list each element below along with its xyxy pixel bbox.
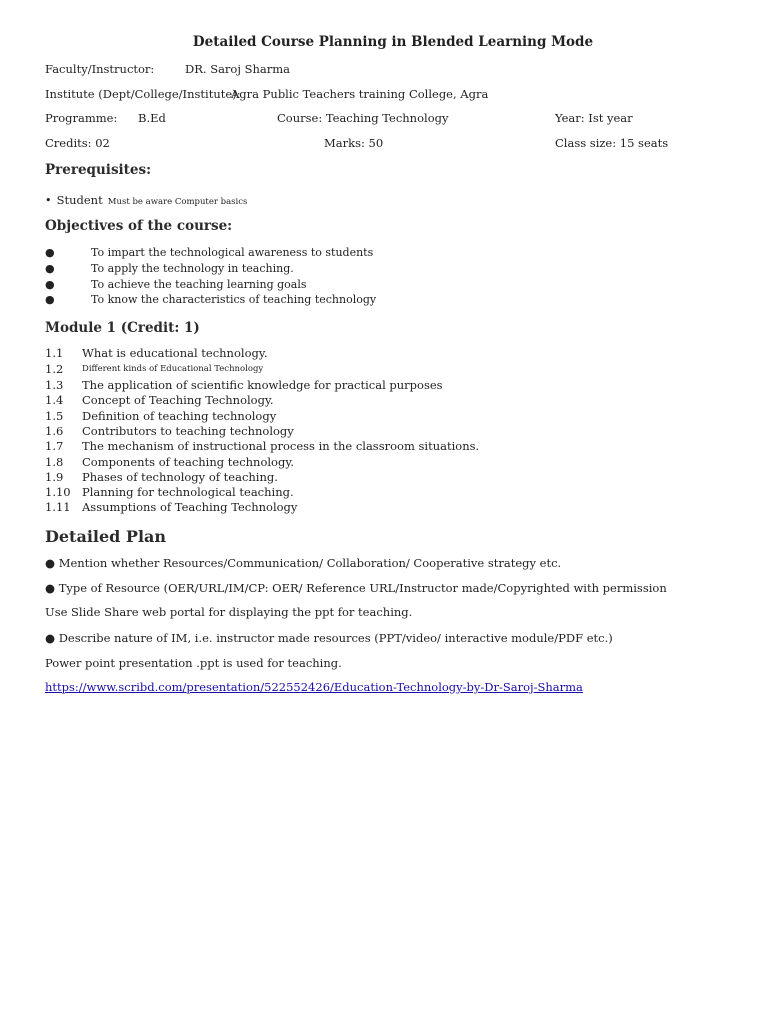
module-item-text: Assumptions of Teaching Technology [82, 500, 298, 514]
institute-value: Agra Public Teachers training College, Agra [231, 87, 489, 101]
module-item-number: 1.6 [45, 424, 64, 438]
module-item-number: 1.5 [45, 409, 64, 423]
plan-line-ppt: Power point presentation .ppt is used for teaching. [45, 656, 342, 670]
bullet-icon: • [45, 194, 52, 207]
plan-line-strategy: ● Mention whether Resources/Communication/ Collaboration/ Cooperative strategy etc. [45, 556, 562, 570]
module-item-text: Phases of technology of teaching. [82, 470, 278, 484]
bullet-icon: ● [45, 262, 55, 275]
module-item-number: 1.4 [45, 393, 64, 407]
prerequisite-lead: Student [56, 193, 103, 207]
class-size-value: Class size: 15 seats [555, 136, 669, 150]
module-item-number: 1.1 [45, 346, 64, 360]
detailed-plan-heading: Detailed Plan [45, 527, 167, 546]
course-name: Course: Teaching Technology [277, 111, 449, 125]
prerequisites-heading: Prerequisites: [45, 162, 152, 178]
faculty-value: DR. Saroj Sharma [185, 62, 290, 76]
prerequisite-text: Must be aware Computer basics [107, 197, 248, 207]
programme-value: B.Ed [138, 111, 166, 125]
module-item-text: What is educational technology. [82, 346, 268, 360]
course-year: Year: Ist year [555, 111, 633, 125]
module-item-number: 1.2 [45, 362, 64, 376]
module-item-text: Contributors to teaching technology [82, 424, 294, 438]
module-item-text: The mechanism of instructional process in the classroom situations. [82, 439, 480, 453]
plan-line-im-nature: ● Describe nature of IM, i.e. instructor made resources (PPT/video/ interactive module/PDF etc.) [45, 631, 613, 645]
document-title: Detailed Course Planning in Blended Learning Mode [192, 34, 594, 50]
prerequisite-item [45, 189, 247, 208]
module-item-number: 1.11 [45, 500, 71, 514]
objective-text: To know the characteristics of teaching technology [91, 293, 377, 306]
plan-line-slideshare: Use Slide Share web portal for displaying the ppt for teaching. [45, 605, 413, 619]
marks-value: Marks: 50 [324, 136, 384, 150]
module-item-number: 1.9 [45, 470, 64, 484]
module-item-text: Components of teaching technology. [82, 455, 294, 469]
objective-text: To impart the technological awareness to students [91, 246, 374, 259]
objectives-heading: Objectives of the course: [45, 218, 233, 234]
objective-text: To apply the technology in teaching. [91, 262, 294, 275]
module-item-text: Definition of teaching technology [82, 409, 277, 423]
plan-line-resource-type: ● Type of Resource (OER/URL/IM/CP: OER/ Reference URL/Instructor made/Copyrighted with permission [45, 581, 667, 595]
module-item-text: The application of scientific knowledge for practical purposes [82, 378, 443, 392]
faculty-label: Faculty/Instructor: [45, 62, 155, 76]
credits-value: Credits: 02 [45, 136, 110, 150]
programme-label: Programme: [45, 111, 118, 125]
module-item-text: Concept of Teaching Technology. [82, 393, 274, 407]
bullet-icon: ● [45, 246, 55, 259]
bullet-icon: ● [45, 278, 55, 291]
institute-label: Institute (Dept/College/Institute): [45, 87, 241, 101]
module-item-number: 1.7 [45, 439, 64, 453]
module-item-text: Different kinds of Educational Technology [82, 364, 264, 374]
objective-text: To achieve the teaching learning goals [91, 278, 307, 291]
module-heading: Module 1 (Credit: 1) [45, 320, 200, 336]
module-item-number: 1.10 [45, 485, 71, 499]
module-item-number: 1.3 [45, 378, 64, 392]
module-item-number: 1.8 [45, 455, 64, 469]
bullet-icon: ● [45, 293, 55, 306]
module-item-text: Planning for technological teaching. [82, 485, 294, 499]
scribd-presentation-link[interactable]: https://www.scribd.com/presentation/522552426/Education-Technology-by-Dr-Saroj-Sharma [45, 680, 583, 694]
